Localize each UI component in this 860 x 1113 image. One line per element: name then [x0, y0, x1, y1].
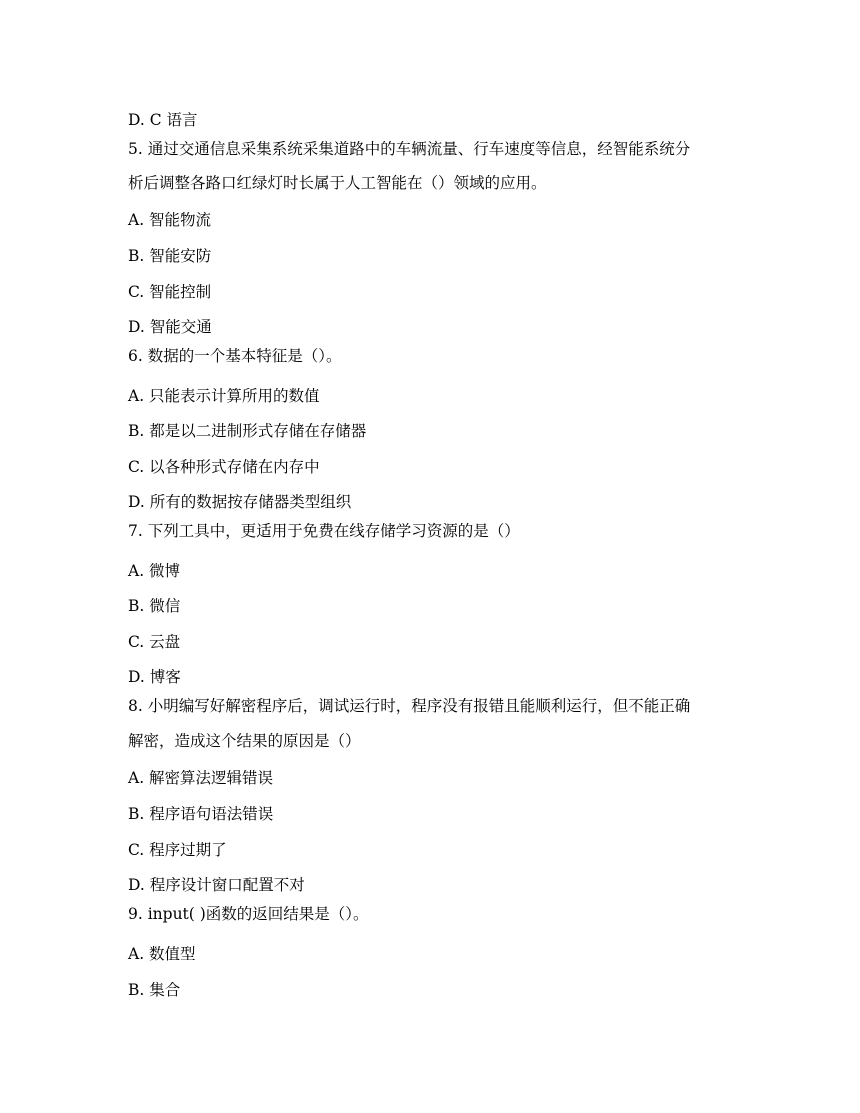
question-line: 解密，造成这个结果的原因是（） [128, 732, 361, 750]
question-line: 7. 下列工具中，更适用于免费在线存储学习资源的是（） [128, 522, 520, 540]
option-line: B. 都是以二进制形式存储在存储器 [128, 422, 367, 440]
option-line: D. 所有的数据按存储器类型组织 [128, 493, 352, 511]
option-line: B. 程序语句语法错误 [128, 805, 274, 823]
question-line: 5. 通过交通信息采集系统采集道路中的车辆流量、行车速度等信息，经智能系统分 [128, 140, 691, 158]
question-line: 6. 数据的一个基本特征是（）。 [128, 347, 342, 365]
option-line: A. 解密算法逻辑错误 [128, 769, 274, 787]
question-line: 析后调整各路口红绿灯时长属于人工智能在（）领域的应用。 [128, 174, 547, 192]
option-line: C. 云盘 [128, 633, 181, 651]
option-line: D. 智能交通 [128, 318, 212, 336]
option-line: C. 智能控制 [128, 283, 212, 301]
option-line: D. 程序设计窗口配置不对 [128, 876, 305, 894]
option-line: A. 微博 [128, 562, 181, 580]
option-line: B. 集合 [128, 981, 181, 999]
option-line: C. 以各种形式存储在内存中 [128, 458, 320, 476]
question-line: 8. 小明编写好解密程序后，调试运行时，程序没有报错且能顺利运行，但不能正确 [128, 697, 691, 715]
option-line: B. 微信 [128, 597, 181, 615]
option-line: A. 数值型 [128, 945, 196, 963]
option-line: A. 智能物流 [128, 211, 212, 229]
option-line: B. 智能安防 [128, 247, 212, 265]
option-line: D. 博客 [128, 668, 181, 686]
option-line: A. 只能表示计算所用的数值 [128, 387, 320, 405]
option-line: D. C 语言 [128, 111, 198, 129]
option-line: C. 程序过期了 [128, 841, 227, 859]
question-line: 9. input( )函数的返回结果是（）。 [128, 905, 369, 923]
